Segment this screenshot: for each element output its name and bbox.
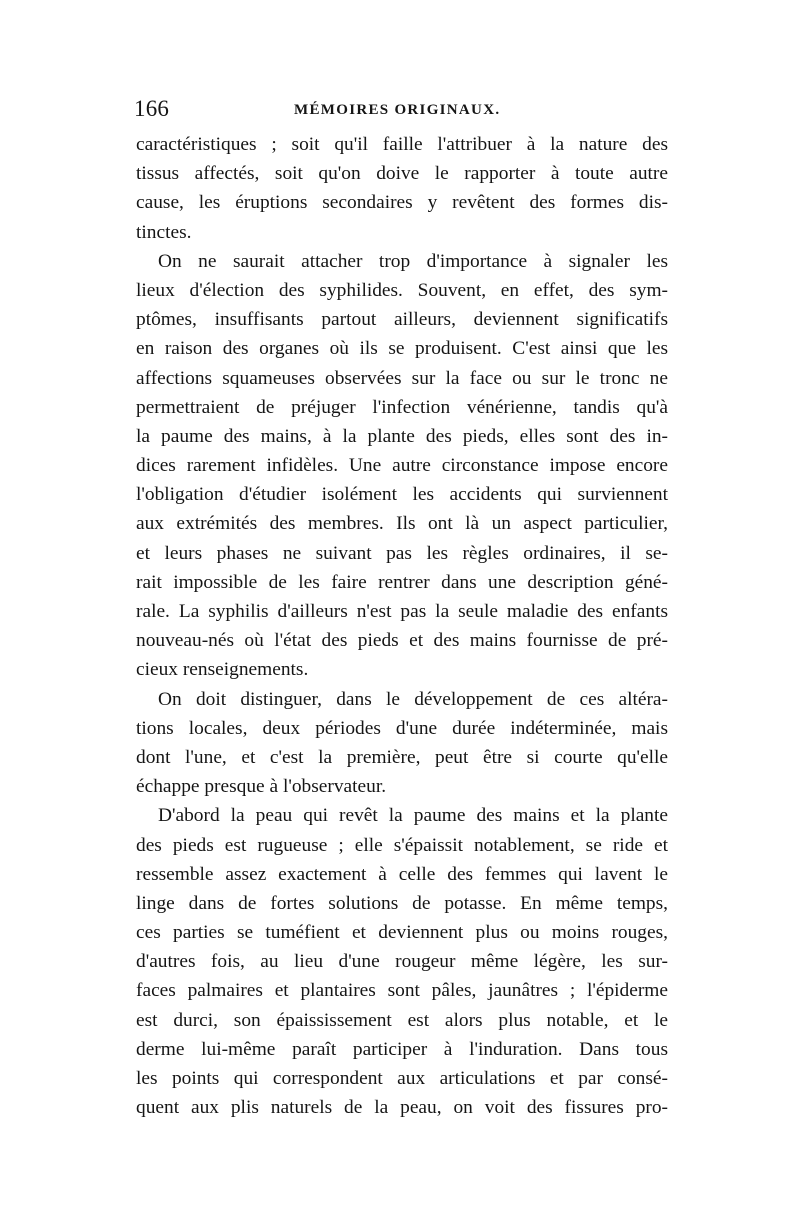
text-line: l'obligation d'étudier isolément les accidents qui surviennent [136, 484, 668, 506]
text-line: des pieds est rugueuse ; elle s'épaissit notablement, se ride et [136, 834, 668, 856]
text-line: lieux d'élection des syphilides. Souvent, en effet, des sym- [136, 279, 668, 301]
text-line: faces palmaires et plantaires sont pâles, jaunâtres ; l'épiderme [136, 980, 668, 1002]
text-line: en raison des organes où ils se produisent. C'est ainsi que les [136, 338, 668, 360]
text-line: est durci, son épaississement est alors plus notable, et le [136, 1009, 668, 1031]
text-line: permettraient de préjuger l'infection vénérienne, tandis qu'à [136, 396, 668, 418]
text-line: ces parties se tuméfient et deviennent plus ou moins rouges, [136, 922, 668, 944]
text-line: nouveau-nés où l'état des pieds et des mains fournisse de pré- [136, 630, 668, 652]
text-line: dices rarement infidèles. Une autre circonstance impose encore [136, 455, 668, 477]
text-line: affections squameuses observées sur la face ou sur le tronc ne [136, 367, 668, 389]
text-line: linge dans de fortes solutions de potasse. En même temps, [136, 892, 668, 914]
text-line: les points qui correspondent aux articulations et par consé- [136, 1068, 668, 1089]
text-line: ptômes, insuffisants partout ailleurs, deviennent significatifs [136, 309, 668, 331]
text-line: rale. La syphilis d'ailleurs n'est pas la seule maladie des enfants [136, 601, 668, 622]
text-line: ressemble assez exactement à celle des femmes qui lavent le [136, 863, 668, 885]
text-line: aux extrémités des membres. Ils ont là un aspect particulier, [136, 513, 668, 535]
text-line: échappe presque à l'observateur. [136, 776, 387, 798]
text-line: tinctes. [136, 221, 192, 243]
text-line: quent aux plis naturels de la peau, on voit des fissures pro- [136, 1097, 668, 1119]
text-line: cieux renseignements. [136, 659, 309, 681]
text-line: la paume des mains, à la plante des pieds, elles sont des in- [136, 425, 668, 447]
text-line: rait impossible de les faire rentrer dans une description géné- [136, 571, 668, 593]
text-line: et leurs phases ne suivant pas les règles ordinaires, il se- [136, 542, 668, 564]
text-line: tions locales, deux périodes d'une durée indéterminée, mais [136, 717, 668, 739]
body-text [136, 130, 668, 1122]
running-title: MÉMOIRES ORIGINAUX. [294, 102, 501, 118]
text-line: caractéristiques ; soit qu'il faille l'attribuer à la nature des [136, 134, 668, 155]
text-line: tissus affectés, soit qu'on doive le rapporter à toute autre [136, 163, 668, 185]
text-line: d'autres fois, au lieu d'une rougeur même légère, les sur- [136, 951, 668, 973]
text-line: D'abord la peau qui revêt la paume des mains et la plante [158, 805, 668, 827]
text-line: dont l'une, et c'est la première, peut être si courte qu'elle [136, 746, 668, 768]
text-line: derme lui-même paraît participer à l'induration. Dans tous [136, 1038, 668, 1060]
text-line: cause, les éruptions secondaires y revêtent des formes dis- [136, 192, 668, 214]
text-line: On doit distinguer, dans le développement de ces altéra- [158, 688, 668, 710]
text-line: On ne saurait attacher trop d'importance à signaler les [158, 250, 668, 272]
page-number: 166 [134, 96, 170, 121]
